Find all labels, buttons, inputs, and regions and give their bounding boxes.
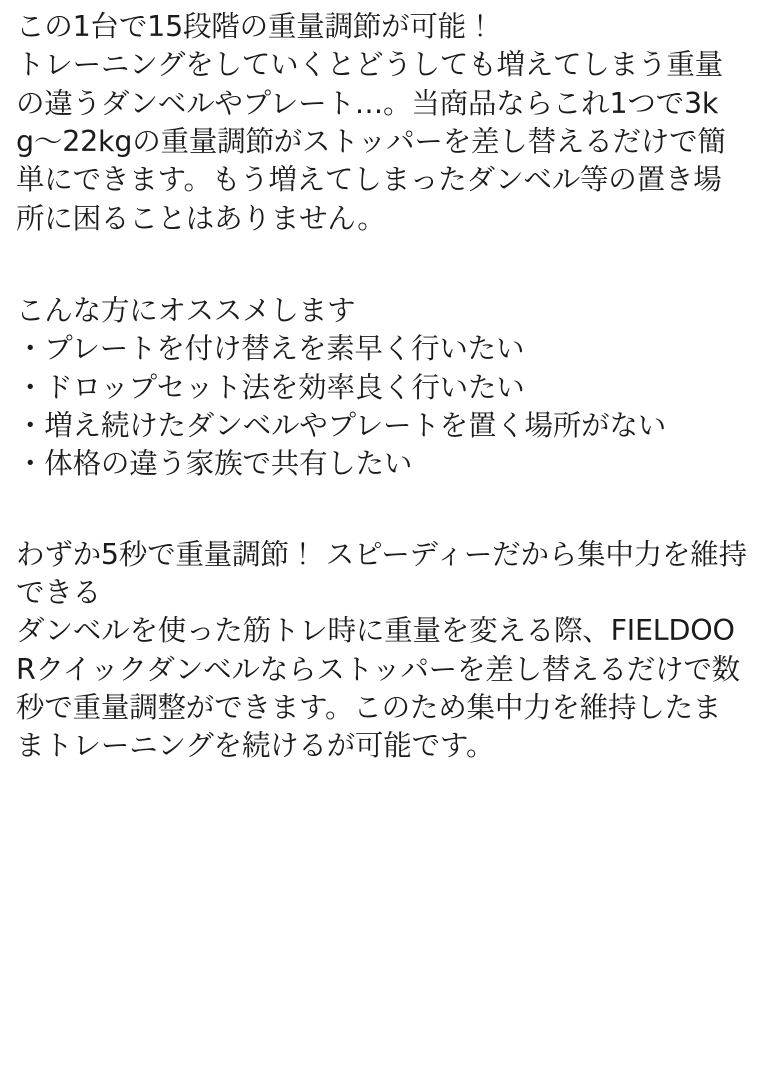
recommend-section	[16, 292, 747, 484]
recommend-list	[16, 330, 747, 483]
intro-headline: この1台で15段階の重量調節が可能！	[16, 10, 495, 43]
list-item: ・体格の違う家族で共有したい	[16, 447, 413, 481]
recommend-heading: こんな方にオススメします	[16, 293, 356, 327]
list-item: ・ドロップセット法を効率良く行いたい	[16, 370, 525, 404]
intro-body: トレーニングをしていくとどうしても増えてしまう重量の違うダンベルやプレート…。当商品ならこれ1つで3kg〜22kgの重量調節がストッパーを差し替えるだけで簡単にできます。もう増えてしまったダンベル等の置き場所に困ることはありません。	[16, 48, 726, 235]
speed-body: ダンベルを使った筋トレ時に重量を変える際、FIELDOORクイックダンベルならストッパーを差し替えるだけで数秒で重量調整ができます。このため集中力を維持したままトレーニングを続けるが可能です。	[16, 614, 740, 763]
list-item: ・増え続けたダンベルやプレートを置く場所がない	[16, 408, 667, 442]
speed-section	[16, 536, 747, 766]
section-spacer-1	[16, 238, 747, 292]
section-spacer-2	[16, 484, 747, 536]
speed-headline: わずか5秒で重量調節！ スピーディーだから集中力を維持できる	[16, 537, 747, 609]
intro-section	[16, 8, 747, 238]
list-item: ・プレートを付け替えを素早く行いたい	[16, 332, 525, 366]
